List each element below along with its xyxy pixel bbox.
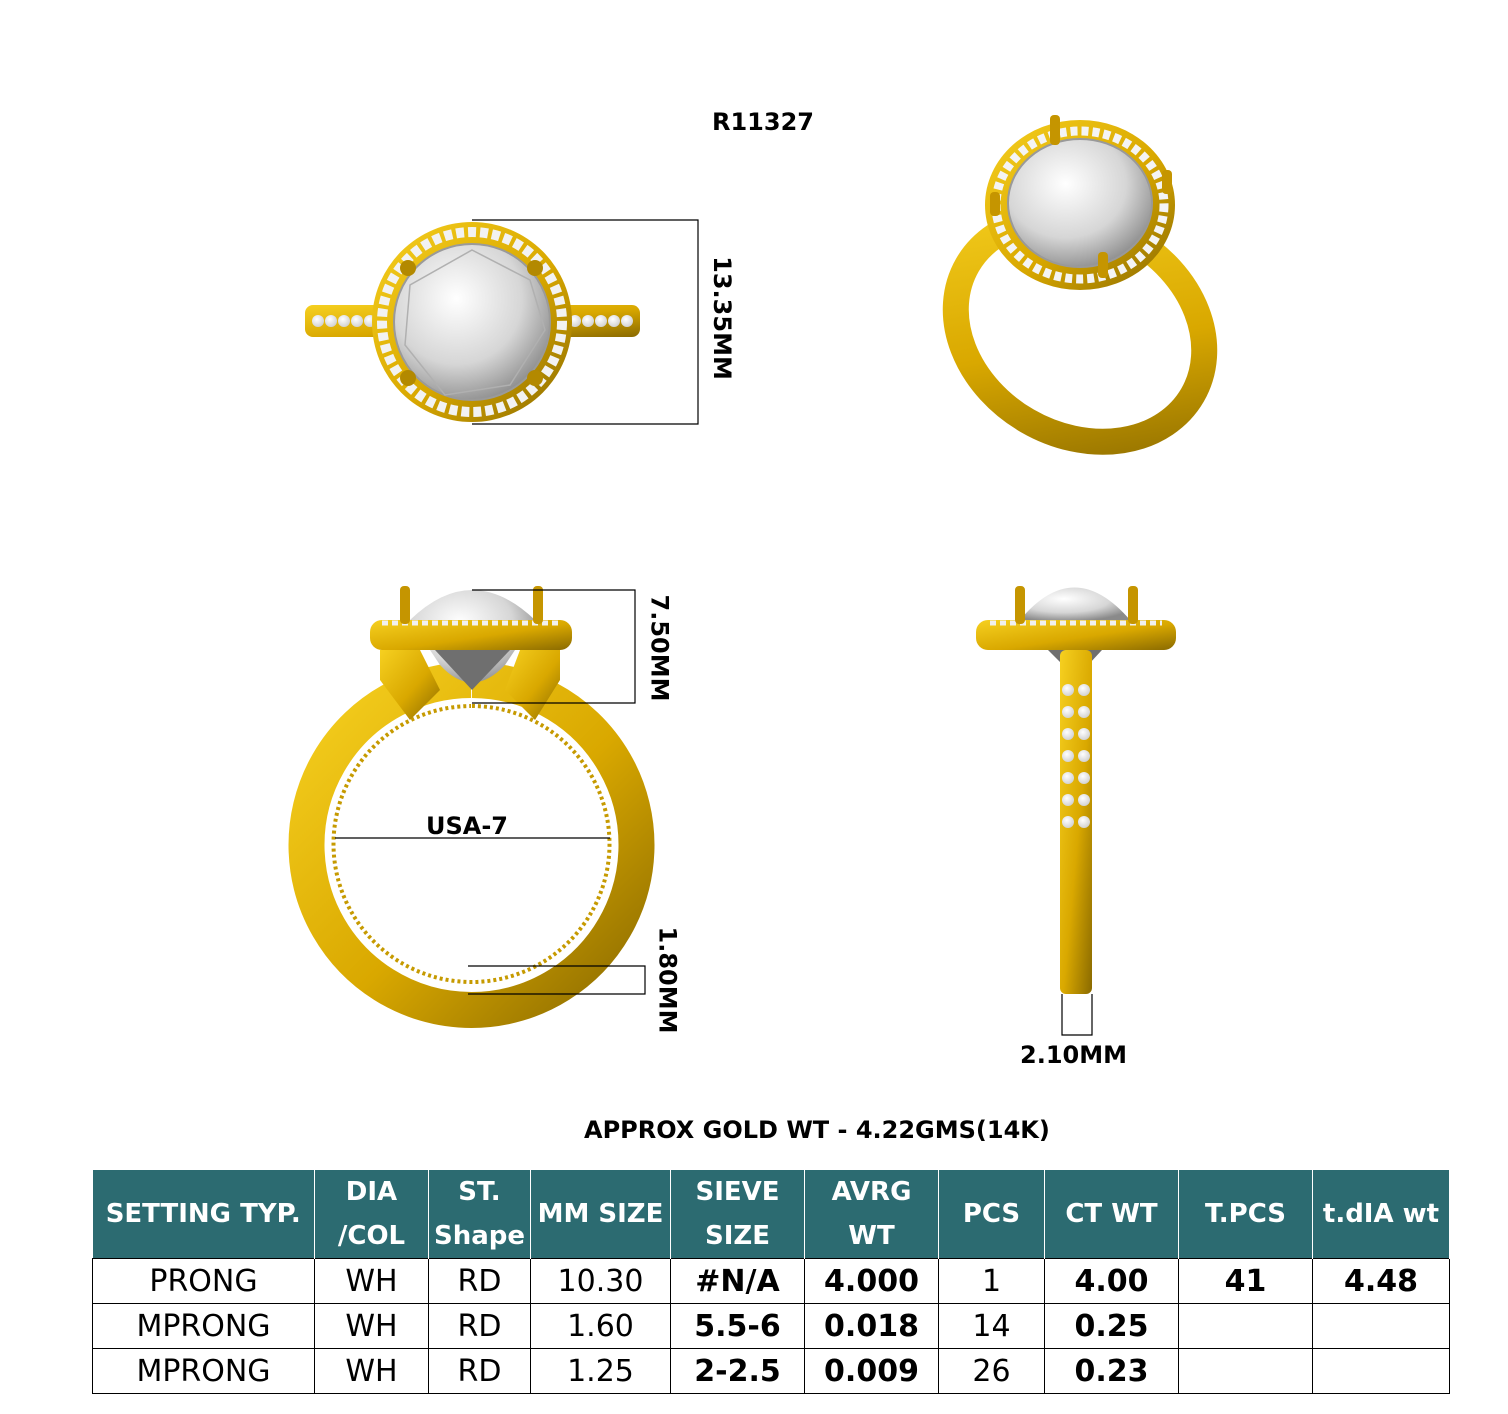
cell-mm-size: 1.25 — [531, 1349, 671, 1394]
design-code: R11327 — [712, 108, 814, 136]
ring-size-label: USA-7 — [426, 812, 509, 840]
cell-ct-wt: 0.23 — [1045, 1349, 1179, 1394]
shank-thickness-dimension: 1.80MM — [653, 926, 682, 1034]
cell-dia-col: WH — [315, 1304, 429, 1349]
header-sieve-size: SIEVE SIZE — [671, 1170, 805, 1259]
cell-dia-col: WH — [315, 1259, 429, 1304]
cell-stone-shape: RD — [429, 1349, 531, 1394]
cell-setting-type: MPRONG — [93, 1349, 315, 1394]
cell-stone-shape: RD — [429, 1304, 531, 1349]
cell-avrg-wt: 0.018 — [805, 1304, 939, 1349]
cell-ct-wt: 0.25 — [1045, 1304, 1179, 1349]
cell-total-dia-wt: 4.48 — [1313, 1259, 1450, 1304]
shank-width-dimension: 2.10MM — [1020, 1041, 1127, 1069]
header-pcs: PCS — [939, 1170, 1045, 1259]
table-header-row — [93, 1170, 1450, 1259]
cell-total-pcs: 41 — [1179, 1259, 1313, 1304]
cell-setting-type: MPRONG — [93, 1304, 315, 1349]
cell-stone-shape: RD — [429, 1259, 531, 1304]
stone-spec-table — [92, 1170, 1450, 1394]
cell-total-dia-wt — [1313, 1304, 1450, 1349]
cell-sieve-size: 5.5-6 — [671, 1304, 805, 1349]
cell-mm-size: 10.30 — [531, 1259, 671, 1304]
cell-ct-wt: 4.00 — [1045, 1259, 1179, 1304]
cell-pcs: 1 — [939, 1259, 1045, 1304]
cell-total-dia-wt — [1313, 1349, 1450, 1394]
cell-avrg-wt: 0.009 — [805, 1349, 939, 1394]
table-row — [93, 1259, 1450, 1304]
front-height-dimension: 7.50MM — [645, 594, 674, 702]
header-setting-type: SETTING TYP. — [93, 1170, 315, 1259]
cell-sieve-size: 2-2.5 — [671, 1349, 805, 1394]
cell-total-pcs — [1179, 1349, 1313, 1394]
table-row — [93, 1349, 1450, 1394]
header-mm-size: MM SIZE — [531, 1170, 671, 1259]
cell-total-pcs — [1179, 1304, 1313, 1349]
front-view-drawing — [306, 586, 645, 1010]
side-view-drawing — [976, 586, 1176, 1035]
cell-dia-col: WH — [315, 1349, 429, 1394]
header-total-pcs: T.PCS — [1179, 1170, 1313, 1259]
header-ct-wt: CT WT — [1045, 1170, 1179, 1259]
header-total-dia-wt: t.dIA wt — [1313, 1170, 1450, 1259]
top-view-drawing — [305, 220, 698, 424]
cell-mm-size: 1.60 — [531, 1304, 671, 1349]
cell-sieve-size: #N/A — [671, 1259, 805, 1304]
top-width-dimension: 13.35MM — [707, 256, 736, 380]
cell-setting-type: PRONG — [93, 1259, 315, 1304]
cell-avrg-wt: 4.000 — [805, 1259, 939, 1304]
header-avrg-wt: AVRG WT — [805, 1170, 939, 1259]
header-dia-col: DIA /COL — [315, 1170, 429, 1259]
cell-pcs: 14 — [939, 1304, 1045, 1349]
gold-weight: APPROX GOLD WT - 4.22GMS(14K) — [584, 1116, 1050, 1144]
perspective-view-drawing — [915, 115, 1245, 486]
header-stone-shape: ST. Shape — [429, 1170, 531, 1259]
table-row — [93, 1304, 1450, 1349]
cell-pcs: 26 — [939, 1349, 1045, 1394]
